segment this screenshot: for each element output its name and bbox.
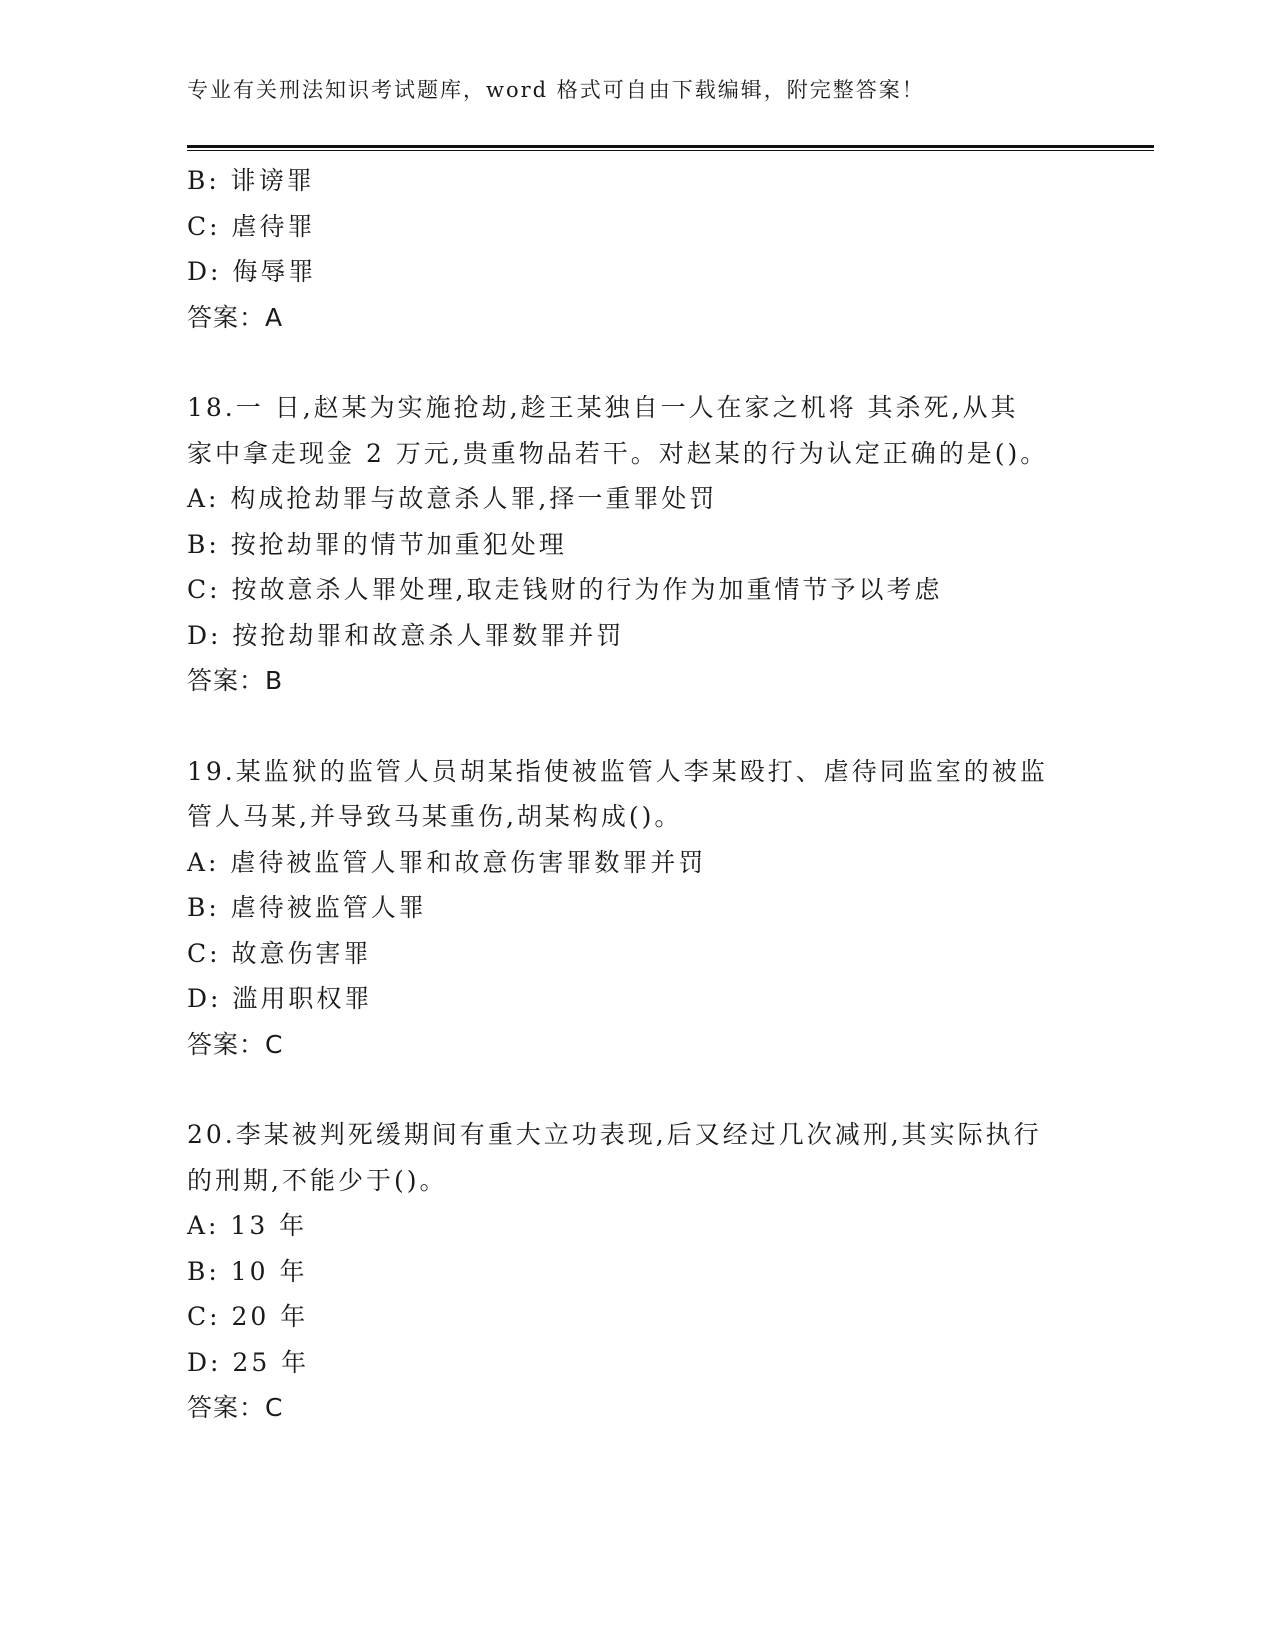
option-c: C: 虐待罪 — [187, 211, 316, 241]
question-stem-line: 18.一 日,赵某为实施抢劫,趁王某独自一人在家之机将 其杀死,从其 — [187, 393, 1019, 422]
option-d: D: 25 年 — [187, 1347, 310, 1377]
header-rule-thick — [187, 145, 1154, 148]
option-b: B: 虐待被监管人罪 — [187, 893, 427, 922]
question-stem-line: 19.某监狱的监管人员胡某指使被监管人李某殴打、虐待同监室的被监 — [187, 756, 1048, 786]
question-18 — [187, 385, 1087, 704]
option-a: A: 13 年 — [187, 1211, 308, 1240]
question-stem-line: 家中拿走现金 2 万元,贵重物品若干。对赵某的行为认定正确的是()。 — [187, 438, 1049, 468]
option-d: D: 滥用职权罪 — [187, 984, 373, 1013]
option-b: B: 10 年 — [187, 1256, 308, 1286]
answer: 答案：B — [187, 666, 284, 695]
answer: 答案：C — [187, 1029, 284, 1059]
option-c: C: 故意伤害罪 — [187, 938, 372, 968]
question-stem-line: 的刑期,不能少于()。 — [187, 1165, 448, 1195]
spacer — [187, 1067, 1087, 1112]
question-20 — [187, 1112, 1087, 1431]
header-rule — [187, 145, 1154, 152]
option-b: B: 诽谤罪 — [187, 166, 315, 195]
spacer — [187, 704, 1087, 749]
option-d: D: 侮辱罪 — [187, 257, 317, 286]
option-a: A: 构成抢劫罪与故意杀人罪,择一重罪处罚 — [187, 484, 718, 513]
answer: 答案：C — [187, 1393, 284, 1422]
question-stem-line: 20.李某被判死缓期间有重大立功表现,后又经过几次减刑,其实际执行 — [187, 1120, 1042, 1149]
question-19 — [187, 749, 1087, 1068]
option-b: B: 按抢劫罪的情节加重犯处理 — [187, 529, 567, 559]
spacer — [187, 340, 1087, 385]
option-c: C: 按故意杀人罪处理,取走钱财的行为作为加重情节予以考虑 — [187, 575, 943, 604]
answer: 答案：A — [187, 302, 284, 332]
question-stem-line: 管人马某,并导致马某重伤,胡某构成()。 — [187, 802, 683, 831]
option-d: D: 按抢劫罪和故意杀人罪数罪并罚 — [187, 620, 625, 650]
option-a: A: 虐待被监管人罪和故意伤害罪数罪并罚 — [187, 847, 707, 877]
partial-question — [187, 158, 1087, 340]
question-content — [187, 158, 1087, 1431]
header-rule-thin — [187, 150, 1154, 151]
option-c: C: 20 年 — [187, 1302, 309, 1331]
page-header: 专业有关刑法知识考试题库，word 格式可自由下载编辑，附完整答案！ — [187, 78, 925, 102]
